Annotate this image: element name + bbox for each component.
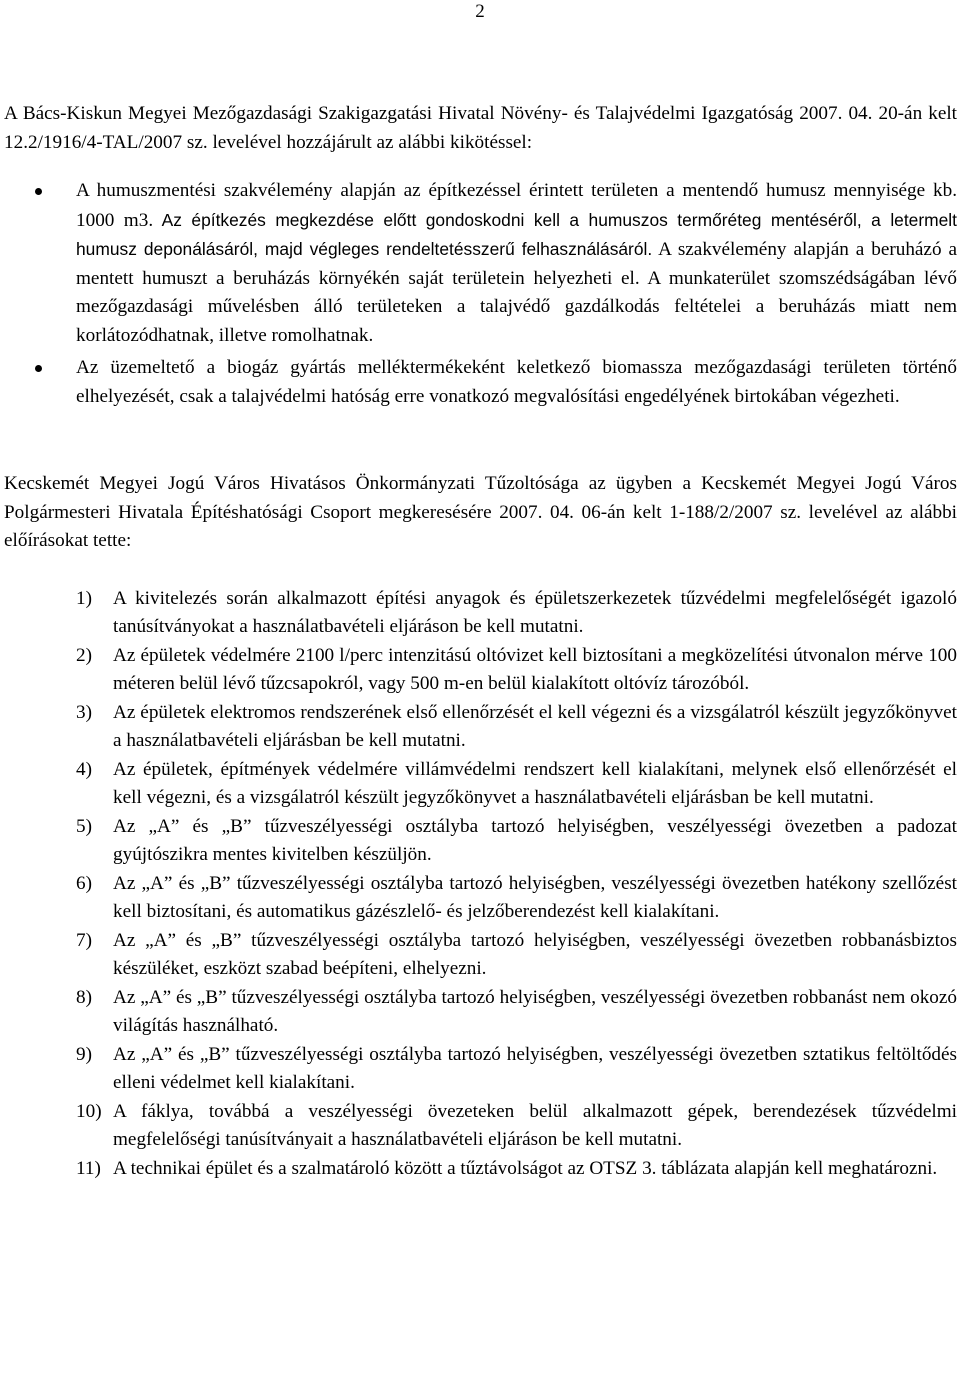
bullet-icon	[35, 188, 42, 195]
requirement-text: Az épületek elektromos rendszerének első ellenőrzését el kell végezni és a vizsgálatról készült jegyzőkönyvet a használatbavételi eljárásban be kell mutatni.	[113, 701, 957, 751]
requirement-item	[4, 585, 957, 642]
requirement-number: 7)	[76, 929, 92, 951]
requirement-item	[4, 870, 957, 927]
requirement-item	[4, 1098, 957, 1155]
condition-text-c: A szakvélemény alapján a beruházó a mentett humuszt a beruházás környékén saját területein helyezheti el.	[76, 239, 957, 289]
requirement-number: 4)	[76, 758, 92, 780]
requirement-number: 1)	[76, 587, 92, 609]
requirement-list	[4, 585, 957, 1184]
document-body	[4, 100, 957, 1183]
condition-text-a: Az üzemeltető a biogáz gyártás melléktermékeként keletkező biomassza mezőgazdasági területen történő elhelyezését, csak a talajvédelmi hatóság erre vonatkozó megvalósítási engedélyének birtokában végezheti.	[76, 357, 957, 407]
condition-text-d: A munkaterület szomszédságában lévő mezőgazdasági művelésben álló területeken a talajvédő gazdálkodás feltételei a beruházás miatt nem korlátozódhatnak, illetve romolhatnak.	[76, 267, 957, 346]
requirement-text: A kivitelezés során alkalmazott építési anyagok és épületszerkezetek tűzvédelmi megfelelőségét igazoló tanúsítványokat a használatbavételi eljáráson be kell mutatni.	[113, 587, 957, 637]
requirement-item	[4, 756, 957, 813]
condition-text-a: A humuszmentési szakvélemény alapján az építkezéssel érintett területen a mentendő humusz mennyisége kb. 1000 m3.	[76, 180, 957, 231]
requirement-number: 10)	[76, 1100, 102, 1122]
requirement-number: 6)	[76, 872, 92, 894]
bullet-icon	[35, 365, 42, 372]
requirement-item	[4, 927, 957, 984]
requirement-number: 9)	[76, 1043, 92, 1065]
requirement-item	[4, 813, 957, 870]
requirement-text: A fáklya, továbbá a veszélyességi övezeteken belül alkalmazott gépek, berendezések tűzvédelmi megfelelőségi tanúsítványait a használatbavételi eljáráson be kell mutatni.	[113, 1100, 957, 1150]
section2-intro: Kecskemét Megyei Jogú Város Hivatásos Önkormányzati Tűzoltósága az ügyben a Kecskemét Megyei Jogú Város Polgármesteri Hivatala Építéshatósági Csoport megkeresésére 2007. 04. 06-án kelt 1-188/2/2007 sz. levelével az alábbi előírásokat tette:	[4, 473, 957, 551]
requirement-number: 11)	[76, 1157, 101, 1179]
requirement-number: 3)	[76, 701, 92, 723]
condition-text-b: Az építkezés megkezdése előtt gondoskodni kell a humuszos termőréteg mentéséről, a letermelt humusz deponálásáról, majd végleges rendeltetésszerű felhasználásáról.	[76, 209, 958, 259]
requirement-text: Az épületek, építmények védelmére villámvédelmi rendszert kell kialakítani, melynek első ellenőrzését el kell végezni, és a vizsgálatról készült jegyzőkönyvet a használatbavételi eljárásban be kell mutatni.	[113, 758, 957, 808]
section1-intro: A Bács-Kiskun Megyei Mezőgazdasági Szakigazgatási Hivatal Növény- és Talajvédelmi Igazgatóság 2007. 04. 20-án kelt 12.2/1916/4-TAL/2007 sz. levelével hozzájárult az alábbi kikötéssel:	[4, 103, 957, 153]
requirement-text: Az „A” és „B” tűzveszélyességi osztályba tartozó helyiségben, veszélyességi övezetben robbanásbiztos készüléket, eszközt szabad beépíteni, elhelyezni.	[113, 929, 957, 979]
condition-item	[4, 354, 957, 411]
requirement-number: 2)	[76, 644, 92, 666]
condition-item	[4, 177, 957, 350]
requirement-text: Az „A” és „B” tűzveszélyességi osztályba tartozó helyiségben, veszélyességi övezetben hatékony szellőzést kell biztosítani, és automatikus gázészlelő- és jelzőberendezést kell kialakítani.	[113, 872, 957, 922]
requirement-text: Az „A” és „B” tűzveszélyességi osztályba tartozó helyiségben, veszélyességi övezetben robbanást nem okozó világítás használható.	[113, 986, 957, 1036]
requirement-text: Az „A” és „B” tűzveszélyességi osztályba tartozó helyiségben, veszélyességi övezetben a padozat gyújtószikra mentes kivitelben készüljön.	[113, 815, 957, 865]
requirement-text: Az épületek védelmére 2100 l/perc intenzitású oltóvizet kell biztosítani a megközelítési útvonalon mérve 100 méteren belül lévő tűzcsapokról, vagy 500 m-en belül kialakított oltóvíz tározóból.	[113, 644, 957, 694]
requirement-text: Az „A” és „B” tűzveszélyességi osztályba tartozó helyiségben, veszélyességi övezetben sztatikus feltöltődés elleni védelmet kell kialakítani.	[113, 1043, 957, 1093]
requirement-number: 5)	[76, 815, 92, 837]
requirement-number: 8)	[76, 986, 92, 1008]
requirement-item	[4, 1041, 957, 1098]
page-number: 2	[475, 1, 485, 22]
condition-list	[4, 177, 957, 411]
requirement-item	[4, 984, 957, 1041]
requirement-item	[4, 699, 957, 756]
requirement-item	[4, 642, 957, 699]
requirement-item	[4, 1155, 957, 1184]
requirement-text: A technikai épület és a szalmatároló között a tűztávolságot az OTSZ 3. táblázata alapján kell meghatározni.	[113, 1157, 938, 1179]
